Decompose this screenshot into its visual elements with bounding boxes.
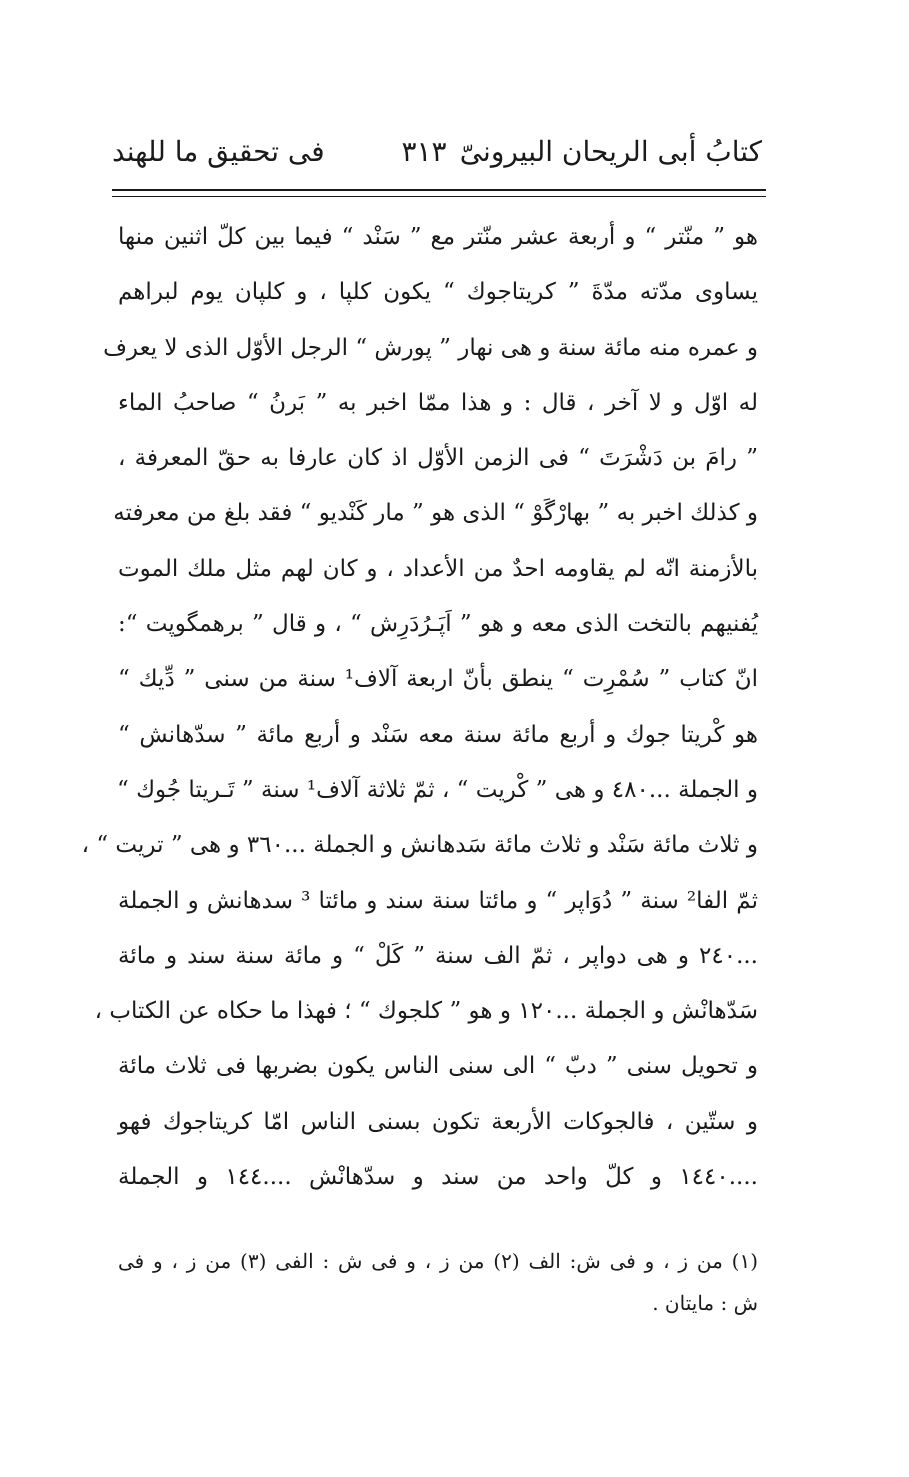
text-line: يساوى مدّته مدّةَ ” كريتاجوك “ يكون كلپا ، و كلپان يوم لبراهم	[118, 279, 758, 306]
text-line: و الجملة ...٤٨٠ و هى ” كْريت “ ، ثمّ ثلاثة آلاف¹ سنة ” تَـريتا جُوك “	[117, 776, 758, 803]
text-line: و عمره منه مائة سنة و هى نهار ” پورش “ الرجل الأوّل الذى لا يعرف	[103, 334, 758, 361]
header-rule-thick	[112, 189, 766, 191]
footnotes	[118, 1240, 758, 1324]
text-line: ” رامَ بن دَشْرَتَ “ فى الزمن الأوّل اذ كان عارفا به حقّ المعرفة ،	[118, 445, 758, 472]
header-rule-thin	[112, 196, 766, 197]
text-line: انّ كتاب ” سُمْرِت “ ينطق بأنّ اربعة آلاف¹ سنة من سنى ” دِّيك “	[118, 666, 758, 693]
text-line: و ثلاث مائة سَنْد و ثلاث مائة سَدهانش و الجملة ...٣٦٠ و هى ” تريت “ ،	[81, 832, 758, 859]
text-line: و كذلك اخبر به ” بهارْگَوْ “ الذى هو ” مار كَنْديو “ فقد بلغ من معرفته	[113, 500, 758, 527]
text-line: سَدّهانْش و الجملة ...١٢٠ و هو ” كلجوك “ ؛ فهذا ما حكاه عن الكتاب ،	[94, 998, 758, 1025]
text-line: و تحويل سنى ” دبّ “ الى سنى الناس يكون بضربها فى ثلاث مائة	[118, 1053, 758, 1080]
text-line: هو ” منّتر “ و أربعة عشر منّتر مع ” سَنْد “ فيما بين كلّ اثنين منها	[118, 224, 758, 250]
footnote-line: ش : مايتان .	[652, 1291, 758, 1315]
text-line: بالأزمنة انّه لم يقاومه احدٌ من الأعداد ، و كان لهم مثل ملك الموت	[118, 555, 758, 582]
text-line: و ستّين ، فالجوكات الأربعة تكون بسنى الناس امّا كريتاجوك فهو	[118, 1108, 758, 1135]
text-line: ثمّ الفا² سنة ” دُوَاپر “ و مائتا سنة سند و مائتا ³ سدهانش و الجملة	[118, 887, 759, 914]
running-header	[112, 128, 762, 176]
page-number: ٣١٣	[401, 135, 447, 168]
header-book-title: كتابُ أبى الريحان البيرونىّ	[459, 135, 762, 168]
text-line: هو كْريتا جوك و أربع مائة سنة معه سَنْد و أربع مائة ” سدّهانش “	[118, 721, 758, 748]
footnote-line: (١) من ز ، و فى ش: الف (٢) من ز ، و فى ش : الفى (٣) من ز ، و فى	[118, 1249, 758, 1273]
header-section-title: فى تحقيق ما للهند	[112, 135, 325, 168]
text-line: يُفنيهم بالتخت الذى معه و هو ” اَپَـرُدَرِش “ ، و قال ” برهمگوپت “:	[118, 611, 758, 638]
text-line: له اوّل و لا آخر ، قال : و هذا ممّا اخبر به ” بَرنُ “ صاحبُ الماء	[118, 389, 758, 416]
body-text	[81, 210, 759, 1205]
text-line: ...٢٤٠ و هى دواپر ، ثمّ الف سنة ” كَلْ “ و مائة سنة سند و مائة	[118, 942, 758, 969]
text-line: ....١٤٤٠ و كلّ واحد من سند و سدّهانْش ....١٤٤ و الجملة	[118, 1164, 758, 1191]
